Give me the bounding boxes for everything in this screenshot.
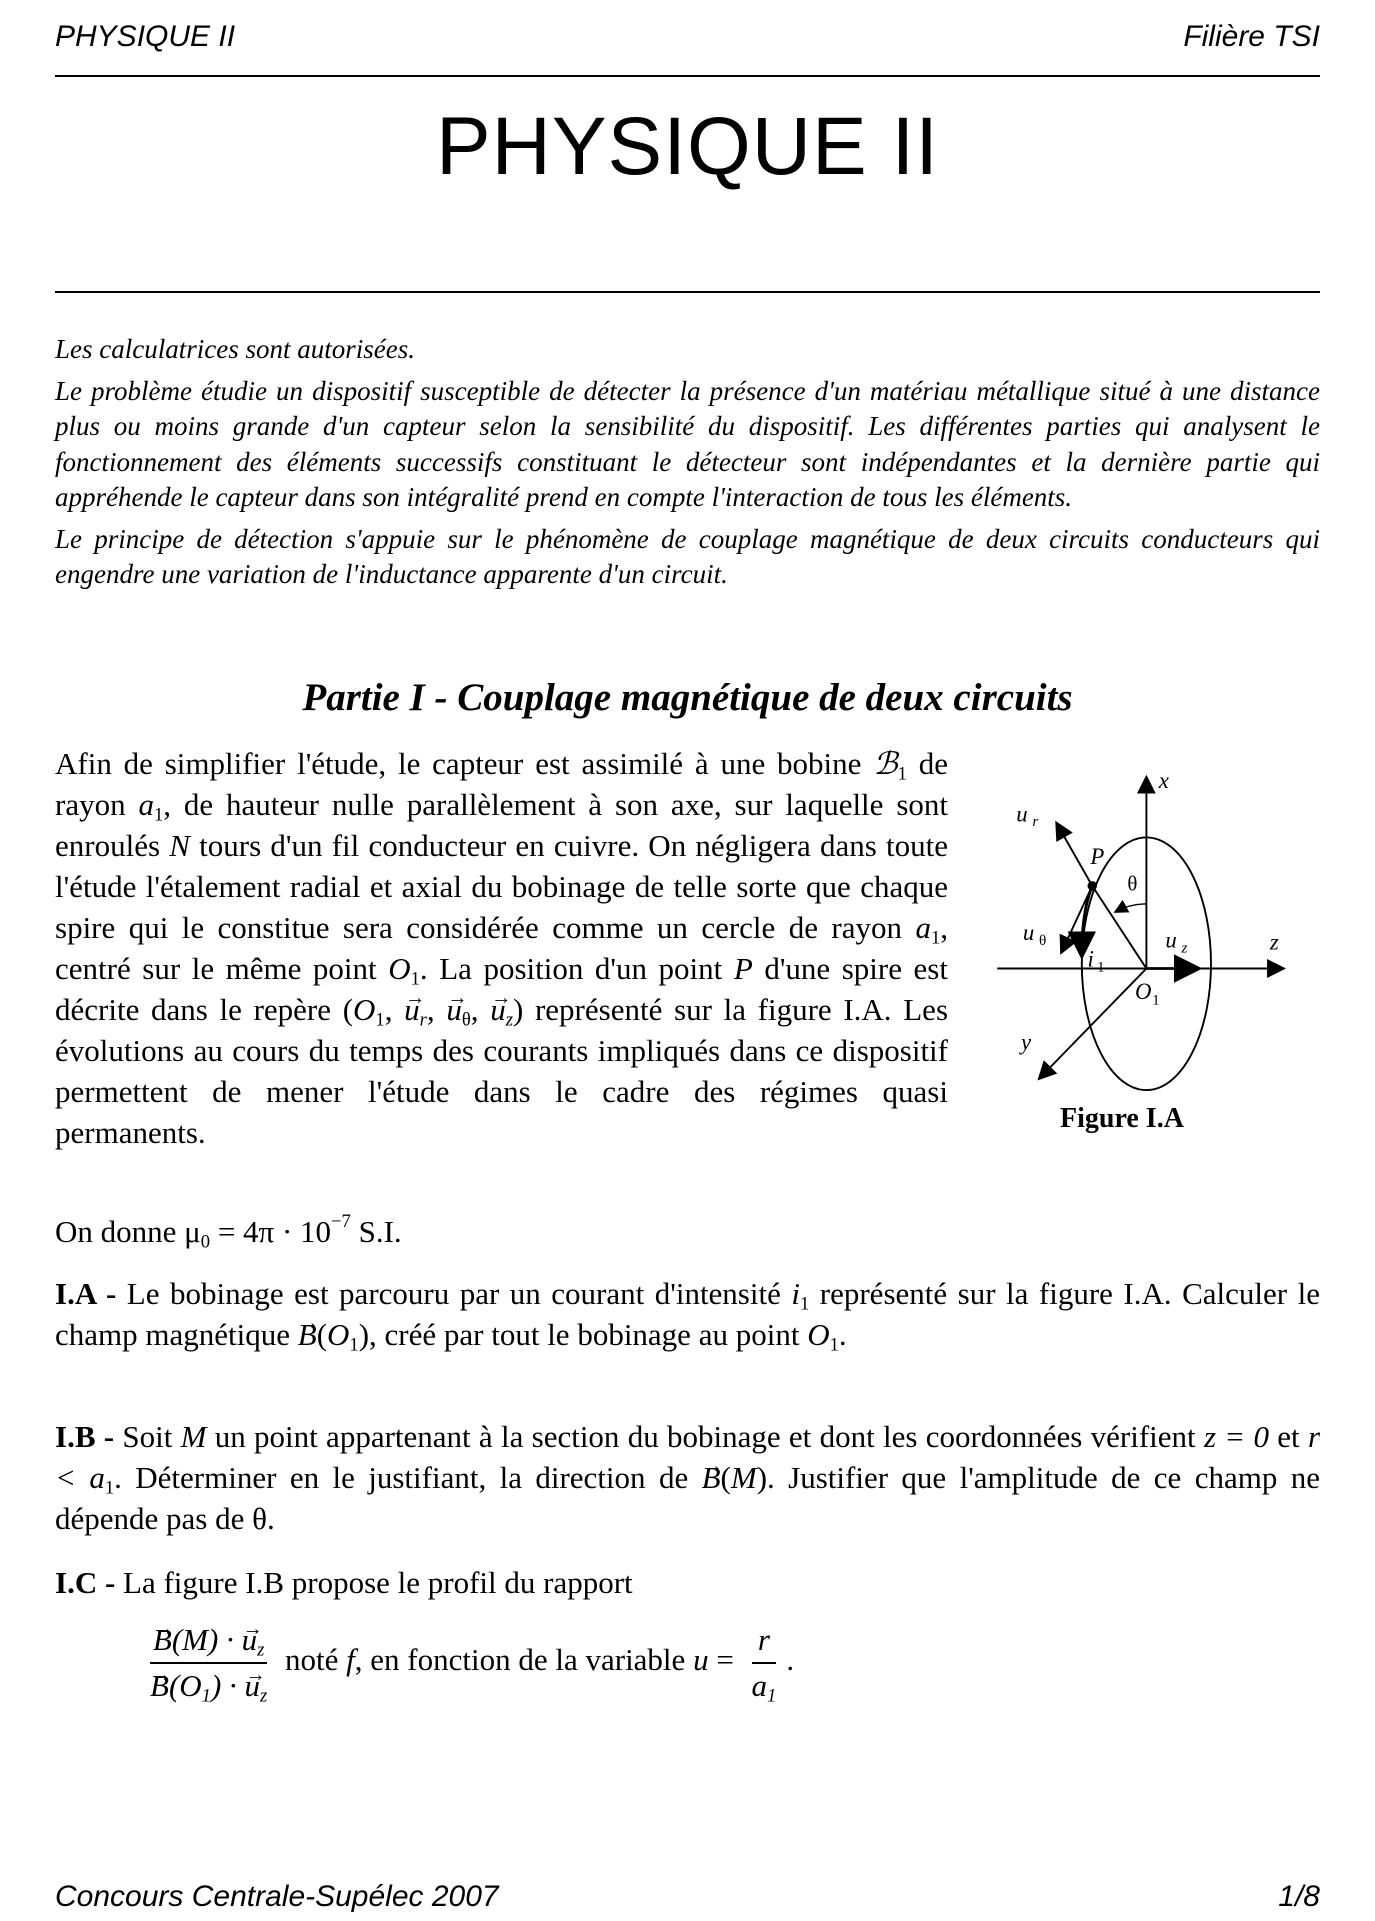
svg-text:P: P	[1090, 844, 1105, 869]
intro-problem: Le problème étudie un dispositif susceptible de détecter la présence d'un matériau métallique situé à une distance plus ou moins grande d'un capteur selon la sensibilité du dispositif. Les différentes parties qui analysent le fonctionnement des éléments successifs constituant le détecteur sont indépendantes et la dernière partie qui appréhende le capteur dans son intégralité prend en compte l'interaction de tous les éléments.	[55, 375, 1320, 512]
svg-text:θ: θ	[1127, 871, 1138, 896]
u-fraction: $\frac{r}{a_1}$	[751, 1622, 777, 1707]
part1-paragraph: Afin de simplifier l'étude, le capteur est assimilé à une bobine ℬ$_1$ de rayon $a_1$, de hauteur nulle parallèlement à son axe, sur laquelle sont enroulés N tours d'un fil conducteur en cuivre. On négligera dans toute l'étude l'étalement radial et axial du bobinage de telle sorte que chaque spire qui le constitue sera considérée comme un cercle de rayon $a_1$, centré sur le même point $O_1$. La position d'un point P d'une spire est décrite dans le repère ($O_1$, → $u_r$, → $u_\theta$, → $u_z$) représenté sur la figure I.A. Les évolutions au cours du temps des courants impliqués dans ce dispositif permettent de mener l'étude dans le cadre des régimes quasi permanents.	[55, 743, 948, 1153]
title-rule	[55, 291, 1320, 293]
svg-text:i: i	[1087, 946, 1094, 972]
svg-text:r: r	[1032, 813, 1039, 830]
running-header	[55, 20, 1320, 60]
question-IB: I.B - Soit M un point appartenant à la section du bobinage et dont les coordonnées vérifient z = 0 et $r < a_1$. Déterminer en le justifiant, la direction de → B(M). Justifier que l'amplitude de ce champ ne dépende pas de θ.	[55, 1416, 1320, 1539]
svg-text:z: z	[1181, 939, 1188, 957]
intro-calculators: Les calculatrices sont autorisées.	[55, 334, 415, 364]
constant-mu0: On donne $\mu_0 = 4\pi \cdot 10^{-7}$ S.I.	[55, 1211, 402, 1253]
footer-exam: Concours Centrale-Supélec 2007	[55, 1880, 499, 1913]
svg-text:y: y	[1021, 1029, 1032, 1055]
svg-text:u: u	[1016, 801, 1028, 827]
header-rule	[55, 75, 1320, 77]
svg-text:1: 1	[1152, 991, 1160, 1009]
part-title: Partie I - Couplage magnétique de deux circuits	[302, 676, 1073, 719]
figure-caption: Figure I.A	[1060, 1103, 1184, 1134]
question-label: I.A -	[55, 1276, 117, 1311]
header-subject: PHYSIQUE II	[55, 20, 236, 53]
question-label: I.B -	[55, 1419, 115, 1454]
ratio-formula: → B(M) · → $u_z$ → $B(O_1)$ · → $u_z$ noté f, en fonction de la variable u = $\frac{r}{a_1}$ .	[140, 1620, 1240, 1706]
page-title: PHYSIQUE II	[435, 101, 940, 192]
svg-text:θ: θ	[1039, 931, 1047, 949]
intro	[55, 332, 1320, 599]
svg-text:1: 1	[1097, 958, 1105, 976]
question-label: I.C -	[55, 1565, 116, 1600]
figure-coil-diagram	[960, 750, 1310, 1130]
svg-text:u: u	[1165, 927, 1177, 953]
intro-principle: Le principe de détection s'appuie sur le phénomène de couplage magnétique de deux circuits conducteurs qui engendre une variation de l'inductance apparente d'un circuit.	[55, 523, 1320, 589]
question-IC: I.C - La figure I.B propose le profil du rapport	[55, 1565, 633, 1600]
svg-text:u: u	[1022, 920, 1035, 945]
header-track: Filière TSI	[1183, 20, 1320, 53]
svg-text:O: O	[1135, 978, 1152, 1004]
svg-text:z: z	[1269, 929, 1279, 955]
page-number: 1/8	[1278, 1880, 1320, 1913]
svg-text:x: x	[1158, 768, 1169, 793]
question-IA: I.A - Le bobinage est parcouru par un courant d'intensité $i_1$ représenté sur la figure I.A. Calculer le champ magnétique → $B(O_1)$, créé par tout le bobinage au point $O_1$.	[55, 1273, 1320, 1355]
ratio-fraction: → B(M) · → $u_z$ → $B(O_1)$ · → $u_z$	[150, 1620, 267, 1706]
